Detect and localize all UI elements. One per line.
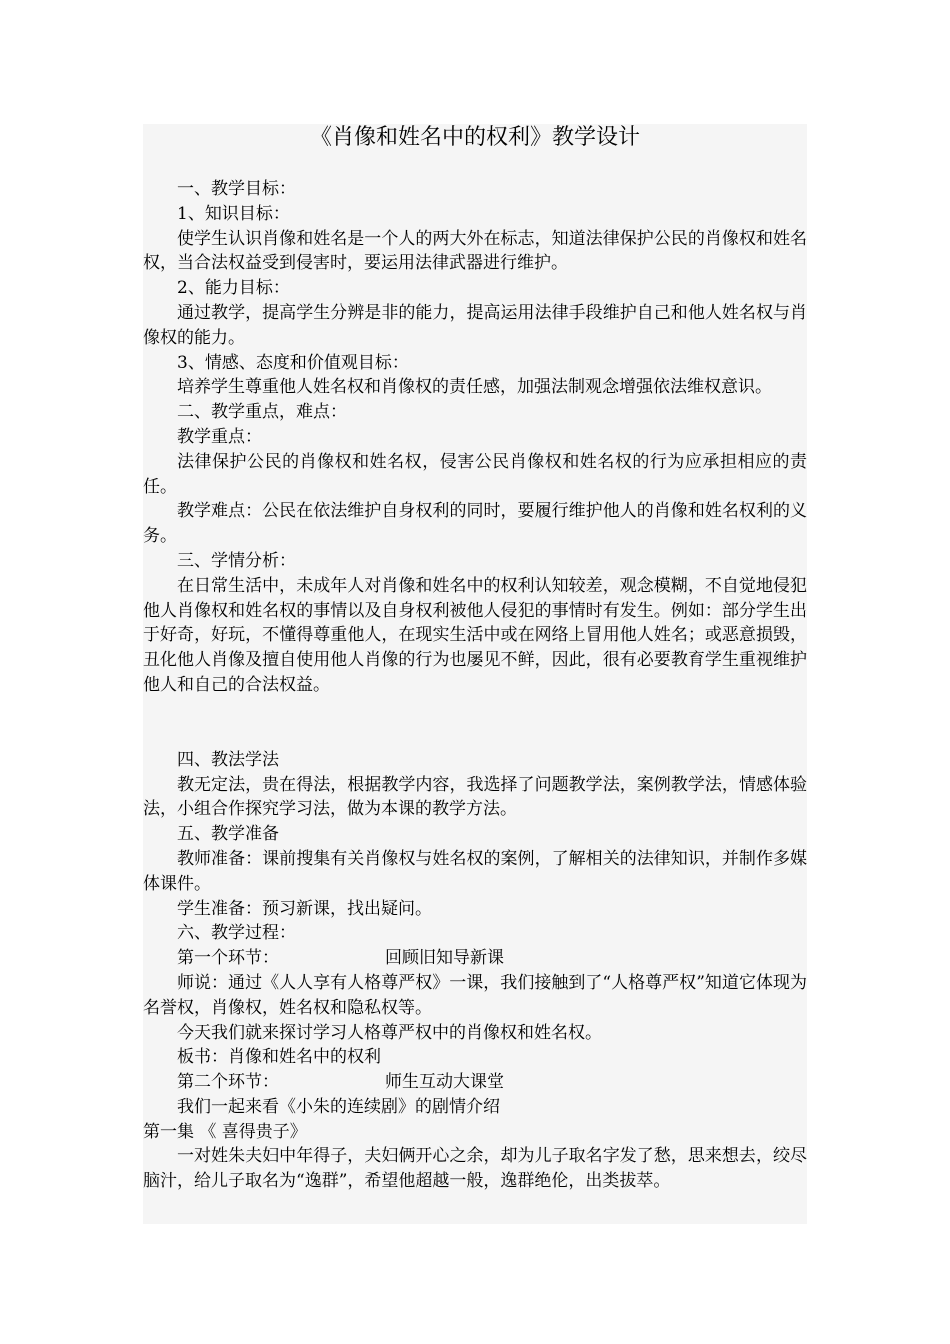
subheading-key: 教学重点： [177, 426, 262, 447]
paragraph-board: 板书：肖像和姓名中的权利 [177, 1047, 381, 1068]
episode-heading: 第一集 《 喜得贵子》 [143, 1121, 307, 1142]
subheading-emotion: 3、情感、态度和价值观目标： [177, 352, 409, 373]
document-body [143, 124, 807, 1194]
section-heading-goals: 一、教学目标： [177, 179, 296, 199]
paragraph-watch: 我们一起来看《小朱的连续剧》的剧情介绍 [177, 1096, 500, 1117]
paragraph-teacher-says: 师说：通过《人人享有人格尊严权》一课，我们接触到了“人格尊严权”知道它体现为名誉权，肖像权，姓名权和隐私权等。 [143, 972, 807, 1018]
section-heading-analysis: 三、学情分析： [177, 550, 296, 571]
paragraph-knowledge: 使学生认识肖像和姓名是一个人的两大外在标志，知道法律保护公民的肖像权和姓名权，当合法权益受到侵害时，要运用法律武器进行维护。 [143, 228, 807, 274]
subheading-ability: 2、能力目标： [177, 278, 290, 299]
step-two-row [143, 1070, 807, 1095]
step-two-title: 师生互动大课堂 [385, 1072, 504, 1093]
paragraph-today: 今天我们就来探讨学习人格尊严权中的肖像权和姓名权。 [177, 1022, 602, 1043]
paragraph-analysis: 在日常生活中，未成年人对肖像和姓名中的权利认知较差，观念模糊，不自觉地侵犯他人肖像权和姓名权的事情以及自身权利被他人侵犯的事情时有发生。例如：部分学生出于好奇，好玩，不懂得尊重他人，在现实生活中或在网络上冒用他人姓名；或恶意损毁，丑化他人肖像及擅自使用他人肖像的行为也屡见不鲜，因此，很有必要教育学生重视维护他人和自己的合法权益。 [143, 575, 807, 695]
section-heading-prep: 五、教学准备 [177, 824, 279, 845]
step-one-label: 第一个环节： [177, 948, 279, 969]
paragraph-student-prep: 学生准备：预习新课，找出疑问。 [177, 898, 432, 919]
blank-gap [143, 698, 807, 748]
subheading-knowledge: 1、知识目标： [177, 203, 290, 224]
paragraph-teacher-prep: 教师准备：课前搜集有关肖像权与姓名权的案例，了解相关的法律知识，并制作多媒体课件。 [143, 848, 807, 894]
step-one-title: 回顾旧知导新课 [385, 948, 504, 969]
paragraph-difficulty: 教学难点：公民在依法维护自身权利的同时，要履行维护他人的肖像和姓名权利的义务。 [143, 501, 807, 547]
step-two-label: 第二个环节： [177, 1072, 279, 1093]
paragraph-key: 法律保护公民的肖像权和姓名权，侵害公民肖像权和姓名权的行为应承担相应的责任。 [143, 451, 807, 497]
section-heading-process: 六、教学过程： [177, 923, 296, 944]
step-one-row [143, 946, 807, 971]
paragraph-method: 教无定法，贵在得法，根据教学内容，我选择了问题教学法，案例教学法，情感体验法，小组合作探究学习法，做为本课的教学方法。 [143, 774, 807, 820]
section-heading-method: 四、教法学法 [177, 749, 279, 770]
paragraph-ability: 通过教学，提高学生分辨是非的能力，提高运用法律手段维护自己和他人姓名权与肖像权的能力。 [143, 302, 807, 348]
paragraph-emotion: 培养学生尊重他人姓名权和肖像权的责任感，加强法制观念增强依法维权意识。 [177, 377, 772, 398]
paragraph-story: 一对姓朱夫妇中年得子，夫妇俩开心之余，却为儿子取名字发了愁，思来想去，绞尽脑汁，给儿子取名为“逸群”，希望他超越一般，逸群绝伦，出类拔萃。 [143, 1146, 807, 1192]
document-title: 《肖像和姓名中的权利》教学设计 [309, 125, 640, 150]
section-heading-key-points: 二、教学重点，难点： [177, 402, 347, 423]
